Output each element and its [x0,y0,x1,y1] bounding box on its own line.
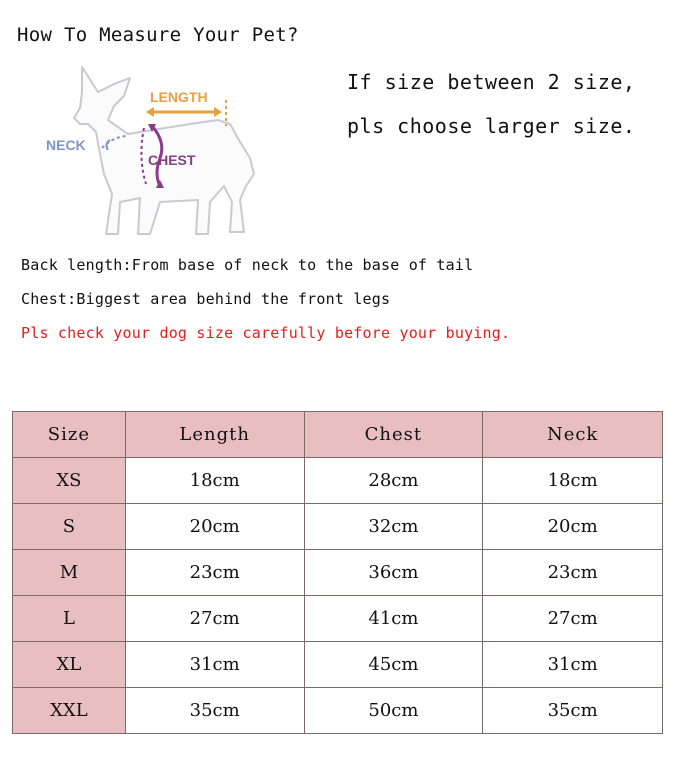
dog-measure-diagram [40,62,280,242]
neck-cell: 35cm [483,688,663,734]
size-cell: L [13,596,126,642]
neck-cell: 23cm [483,550,663,596]
size-advice-line-1: If size between 2 size, [347,70,636,94]
size-advice-line-2: pls choose larger size. [347,114,636,138]
neck-cell: 20cm [483,504,663,550]
size-cell: XXL [13,688,126,734]
length-cell: 18cm [125,458,304,504]
length-cell: 31cm [125,642,304,688]
chest-cell: 36cm [304,550,483,596]
size-chart-table [12,411,663,734]
size-cell: M [13,550,126,596]
table-row [13,642,663,688]
chest-cell: 28cm [304,458,483,504]
length-cell: 35cm [125,688,304,734]
table-row [13,504,663,550]
size-warning-note: Pls check your dog size carefully before your buying. [21,324,511,342]
neck-cell: 18cm [483,458,663,504]
length-cell: 23cm [125,550,304,596]
neck-label: NECK [46,137,86,153]
header-length: Length [125,412,304,458]
chest-cell: 45cm [304,642,483,688]
chest-label: CHEST [148,152,196,168]
length-cell: 27cm [125,596,304,642]
size-cell: XS [13,458,126,504]
page-title: How To Measure Your Pet? [17,24,299,46]
size-cell: S [13,504,126,550]
length-label: LENGTH [150,89,208,105]
neck-cell: 31cm [483,642,663,688]
chest-cell: 50cm [304,688,483,734]
header-chest: Chest [304,412,483,458]
size-cell: XL [13,642,126,688]
table-row [13,596,663,642]
length-cell: 20cm [125,504,304,550]
header-size: Size [13,412,126,458]
header-neck: Neck [483,412,663,458]
back-length-note: Back length:From base of neck to the base of tail [21,256,474,274]
table-row [13,458,663,504]
chest-note: Chest:Biggest area behind the front legs [21,290,391,308]
chest-cell: 32cm [304,504,483,550]
table-row [13,550,663,596]
table-row [13,688,663,734]
table-header-row [13,412,663,458]
neck-cell: 27cm [483,596,663,642]
chest-cell: 41cm [304,596,483,642]
